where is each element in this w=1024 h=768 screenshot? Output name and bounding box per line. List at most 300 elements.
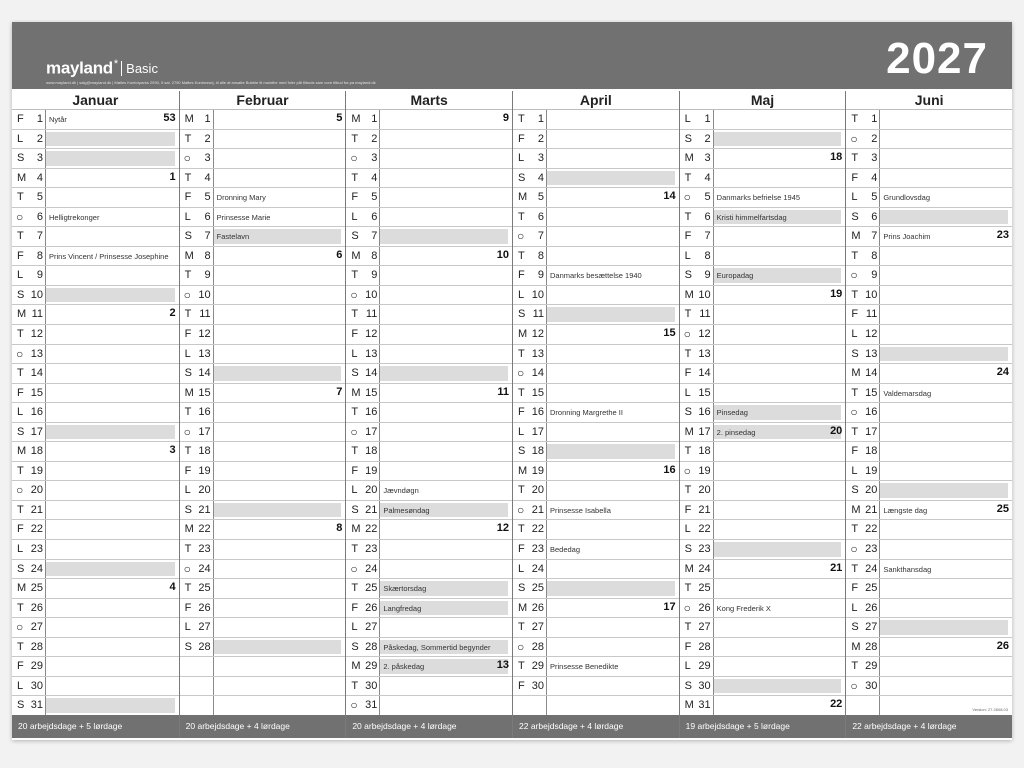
day-number: 27 bbox=[198, 621, 211, 634]
day-number: 3 bbox=[371, 152, 378, 165]
date-divider bbox=[879, 579, 880, 598]
day-number: 22 bbox=[198, 523, 211, 536]
holiday-shading bbox=[214, 503, 342, 518]
weekday-letter: T bbox=[684, 210, 692, 223]
month-column-4 bbox=[679, 91, 846, 738]
date-divider bbox=[45, 657, 46, 676]
day-row bbox=[513, 149, 679, 169]
weekday-letter: F bbox=[518, 679, 525, 692]
day-row bbox=[846, 188, 1012, 208]
weekday-letter: L bbox=[851, 328, 858, 341]
day-row bbox=[346, 149, 512, 169]
day-row bbox=[846, 305, 1012, 325]
day-row bbox=[513, 481, 679, 501]
date-divider bbox=[213, 638, 214, 657]
wall-calendar bbox=[12, 22, 1012, 740]
day-number: 5 bbox=[704, 191, 711, 204]
weekday-letter: F bbox=[518, 543, 525, 556]
date-divider bbox=[546, 364, 547, 383]
day-row bbox=[180, 677, 346, 697]
day-row bbox=[513, 305, 679, 325]
day-row bbox=[846, 520, 1012, 540]
weekday-letter: T bbox=[518, 523, 525, 536]
weekday-letter: T bbox=[184, 171, 192, 184]
day-number: 17 bbox=[865, 425, 878, 438]
day-number: 21 bbox=[30, 503, 43, 516]
weekday-letter: T bbox=[17, 464, 24, 477]
date-divider bbox=[213, 481, 214, 500]
date-divider bbox=[879, 325, 880, 344]
month-name: April bbox=[513, 91, 679, 110]
day-row bbox=[680, 208, 846, 228]
day-row bbox=[180, 149, 346, 169]
day-row bbox=[680, 149, 846, 169]
date-divider bbox=[45, 618, 46, 637]
date-divider bbox=[713, 501, 714, 520]
day-row bbox=[513, 540, 679, 560]
weekday-letter: M bbox=[851, 503, 861, 516]
day-row bbox=[846, 364, 1012, 384]
day-number: 19 bbox=[698, 464, 711, 477]
weekday-letter: T bbox=[518, 347, 525, 360]
date-divider bbox=[713, 345, 714, 364]
weekday-letter: L bbox=[184, 210, 191, 223]
weekday-letter: L bbox=[17, 406, 24, 419]
weekday-letter: F bbox=[351, 601, 359, 614]
day-row bbox=[12, 696, 179, 716]
weekday-letter: T bbox=[684, 621, 692, 634]
day-row bbox=[846, 227, 1012, 247]
weekday-letter: L bbox=[518, 288, 525, 301]
day-number: 15 bbox=[698, 386, 711, 399]
date-divider bbox=[213, 325, 214, 344]
weekday-letter: T bbox=[184, 445, 192, 458]
day-row bbox=[180, 227, 346, 247]
date-divider bbox=[213, 442, 214, 461]
weekday-letter: T bbox=[351, 269, 359, 282]
day-number: 23 bbox=[865, 543, 878, 556]
date-divider bbox=[879, 286, 880, 305]
holiday-shading bbox=[214, 366, 342, 381]
weekday-letter: T bbox=[17, 328, 24, 341]
weekday-letter: L bbox=[17, 543, 24, 556]
month-column-2 bbox=[345, 91, 512, 738]
weekday-letter: T bbox=[17, 367, 24, 380]
weekday-letter: M bbox=[17, 445, 27, 458]
weekday-letter: S bbox=[518, 445, 526, 458]
day-row bbox=[846, 384, 1012, 404]
day-number: 6 bbox=[371, 210, 378, 223]
day-number: 16 bbox=[698, 406, 711, 419]
date-divider bbox=[546, 403, 547, 422]
day-row bbox=[346, 188, 512, 208]
date-divider bbox=[546, 677, 547, 696]
date-divider bbox=[379, 403, 380, 422]
day-number: 12 bbox=[198, 328, 211, 341]
weekday-letter: M bbox=[17, 171, 27, 184]
day-number: 27 bbox=[865, 621, 878, 634]
date-divider bbox=[713, 696, 714, 715]
holiday-shading bbox=[880, 347, 1008, 362]
day-number: 2 bbox=[704, 132, 711, 145]
weekday-letter: ○ bbox=[683, 190, 691, 205]
day-rows bbox=[846, 110, 1012, 716]
holiday-shading bbox=[46, 425, 175, 440]
day-row bbox=[846, 149, 1012, 169]
date-divider bbox=[713, 149, 714, 168]
day-number: 4 bbox=[371, 171, 378, 184]
day-row bbox=[513, 618, 679, 638]
day-row bbox=[846, 208, 1012, 228]
date-divider bbox=[546, 599, 547, 618]
day-row bbox=[180, 266, 346, 286]
day-number: 12 bbox=[365, 328, 378, 341]
weekday-letter: F bbox=[851, 582, 859, 595]
weekday-letter: T bbox=[851, 425, 859, 438]
day-row bbox=[180, 579, 346, 599]
day-number: 5 bbox=[371, 191, 378, 204]
date-divider bbox=[45, 266, 46, 285]
holiday-shading bbox=[880, 210, 1008, 225]
day-number: 19 bbox=[865, 464, 878, 477]
weekday-letter: ○ bbox=[16, 209, 24, 224]
brand-name: mayland bbox=[46, 58, 113, 78]
day-row bbox=[346, 403, 512, 423]
day-number: 5 bbox=[537, 191, 544, 204]
holiday-label: Dronning Mary bbox=[216, 193, 266, 203]
weekday-letter: L bbox=[518, 152, 525, 165]
day-number: 11 bbox=[699, 308, 711, 321]
day-row bbox=[346, 462, 512, 482]
holiday-shading bbox=[547, 581, 675, 596]
week-number: 11 bbox=[497, 385, 509, 398]
date-divider bbox=[213, 227, 214, 246]
date-divider bbox=[546, 130, 547, 149]
weekday-letter: F bbox=[184, 328, 192, 341]
version-code: Version: 27.2608.03 bbox=[972, 707, 1008, 713]
day-row bbox=[513, 345, 679, 365]
weekday-letter: S bbox=[684, 406, 692, 419]
date-divider bbox=[546, 696, 547, 715]
day-row bbox=[846, 247, 1012, 267]
calendar-header bbox=[12, 22, 1012, 89]
holiday-label: Prinsesse Isabella bbox=[550, 505, 611, 515]
day-row bbox=[12, 364, 179, 384]
day-row bbox=[846, 618, 1012, 638]
date-divider bbox=[546, 657, 547, 676]
day-rows bbox=[346, 110, 512, 716]
day-row bbox=[346, 364, 512, 384]
day-number: 4 bbox=[204, 171, 211, 184]
day-number: 11 bbox=[199, 308, 211, 321]
weekday-letter: ○ bbox=[850, 131, 858, 146]
week-number: 7 bbox=[336, 385, 343, 398]
date-divider bbox=[213, 130, 214, 149]
day-number: 8 bbox=[537, 249, 544, 262]
day-row bbox=[346, 540, 512, 560]
day-row bbox=[12, 149, 179, 169]
day-row bbox=[12, 560, 179, 580]
day-rows bbox=[513, 110, 679, 716]
holiday-shading bbox=[547, 171, 675, 186]
day-row bbox=[180, 462, 346, 482]
day-row bbox=[680, 696, 846, 716]
weekday-letter: L bbox=[184, 621, 191, 634]
day-number: 2 bbox=[36, 132, 43, 145]
day-row bbox=[846, 696, 1012, 716]
day-row bbox=[846, 579, 1012, 599]
weekday-letter: T bbox=[851, 386, 859, 399]
weekday-letter: T bbox=[351, 132, 359, 145]
weekday-letter: ○ bbox=[350, 561, 358, 576]
weekday-letter: T bbox=[684, 582, 692, 595]
day-number: 2 bbox=[204, 132, 211, 145]
date-divider bbox=[879, 677, 880, 696]
weekday-letter: M bbox=[851, 367, 861, 380]
weekday-letter: M bbox=[684, 288, 694, 301]
weekday-letter: T bbox=[351, 445, 359, 458]
date-divider bbox=[713, 599, 714, 618]
day-row bbox=[180, 169, 346, 189]
date-divider bbox=[379, 364, 380, 383]
day-row bbox=[846, 286, 1012, 306]
weekday-letter: T bbox=[184, 406, 192, 419]
date-divider bbox=[379, 149, 380, 168]
day-row bbox=[680, 442, 846, 462]
day-number: 14 bbox=[365, 367, 378, 380]
day-row bbox=[680, 169, 846, 189]
date-divider bbox=[713, 442, 714, 461]
weekday-letter: S bbox=[684, 269, 692, 282]
weekday-letter: ○ bbox=[850, 268, 858, 283]
date-divider bbox=[879, 305, 880, 324]
day-row bbox=[846, 169, 1012, 189]
weekday-letter: M bbox=[684, 152, 694, 165]
date-divider bbox=[45, 540, 46, 559]
month-workdays-footer: 20 arbejdsdage + 5 lørdage bbox=[12, 715, 179, 738]
month-name: Marts bbox=[346, 91, 512, 110]
holiday-shading bbox=[880, 620, 1008, 635]
week-number: 20 bbox=[830, 424, 843, 437]
holiday-label: Kristi himmelfartsdag bbox=[716, 212, 787, 222]
date-divider bbox=[379, 481, 380, 500]
day-number: 19 bbox=[198, 464, 211, 477]
month-grid bbox=[12, 91, 1012, 738]
week-number: 10 bbox=[496, 248, 509, 261]
day-number: 28 bbox=[865, 640, 878, 653]
day-number: 21 bbox=[531, 503, 544, 516]
day-number: 22 bbox=[365, 523, 378, 536]
day-number: 14 bbox=[698, 367, 711, 380]
weekday-letter: ○ bbox=[350, 151, 358, 166]
date-divider bbox=[713, 247, 714, 266]
holiday-label: Danmarks besættelse 1940 bbox=[550, 271, 642, 281]
day-row bbox=[513, 462, 679, 482]
weekday-letter: M bbox=[684, 699, 694, 712]
day-number: 7 bbox=[36, 230, 43, 243]
day-number: 16 bbox=[865, 406, 878, 419]
weekday-letter: S bbox=[184, 640, 192, 653]
date-divider bbox=[213, 403, 214, 422]
day-row bbox=[346, 247, 512, 267]
date-divider bbox=[546, 305, 547, 324]
weekday-letter: L bbox=[684, 523, 691, 536]
week-number: 3 bbox=[169, 444, 176, 457]
date-divider bbox=[213, 540, 214, 559]
day-number: 24 bbox=[365, 562, 378, 575]
day-row bbox=[12, 579, 179, 599]
day-number: 16 bbox=[365, 406, 378, 419]
day-number: 7 bbox=[371, 230, 378, 243]
date-divider bbox=[45, 403, 46, 422]
weekday-letter: M bbox=[684, 425, 694, 438]
date-divider bbox=[45, 188, 46, 207]
date-divider bbox=[546, 227, 547, 246]
weekday-letter: T bbox=[351, 543, 359, 556]
day-number: 12 bbox=[531, 328, 544, 341]
weekday-letter: T bbox=[17, 503, 24, 516]
date-divider bbox=[546, 560, 547, 579]
date-divider bbox=[546, 638, 547, 657]
day-number: 26 bbox=[365, 601, 378, 614]
day-row bbox=[846, 130, 1012, 150]
day-row bbox=[180, 599, 346, 619]
date-divider bbox=[713, 286, 714, 305]
day-number: 23 bbox=[198, 543, 211, 556]
day-row bbox=[12, 130, 179, 150]
weekday-letter: L bbox=[17, 679, 24, 692]
weekday-letter: M bbox=[17, 582, 27, 595]
weekday-letter: T bbox=[851, 562, 859, 575]
day-number: 4 bbox=[36, 171, 43, 184]
date-divider bbox=[879, 130, 880, 149]
day-row bbox=[12, 599, 179, 619]
weekday-letter: T bbox=[518, 484, 525, 497]
holiday-label: Danmarks befrielse 1945 bbox=[716, 193, 801, 203]
day-row bbox=[346, 384, 512, 404]
weekday-letter: L bbox=[851, 191, 858, 204]
holiday-label: Helligtrekonger bbox=[49, 212, 100, 222]
weekday-letter: S bbox=[518, 171, 526, 184]
day-number: 25 bbox=[698, 582, 711, 595]
date-divider bbox=[713, 618, 714, 637]
weekday-letter: S bbox=[184, 230, 192, 243]
weekday-letter: S bbox=[851, 621, 859, 634]
day-row bbox=[680, 266, 846, 286]
date-divider bbox=[379, 345, 380, 364]
day-row bbox=[513, 442, 679, 462]
day-row bbox=[346, 677, 512, 697]
day-number: 11 bbox=[31, 308, 43, 321]
date-divider bbox=[713, 462, 714, 481]
day-row bbox=[346, 169, 512, 189]
weekday-letter: L bbox=[17, 132, 24, 145]
day-row bbox=[346, 579, 512, 599]
week-number: 21 bbox=[830, 561, 843, 574]
date-divider bbox=[879, 462, 880, 481]
day-number: 7 bbox=[704, 230, 711, 243]
day-number: 11 bbox=[365, 308, 378, 321]
date-divider bbox=[45, 579, 46, 598]
month-column-3 bbox=[512, 91, 679, 738]
weekday-letter: S bbox=[851, 210, 859, 223]
day-row bbox=[180, 188, 346, 208]
day-number: 28 bbox=[198, 640, 211, 653]
weekday-letter: S bbox=[851, 484, 859, 497]
day-row bbox=[680, 384, 846, 404]
holiday-label: Bededag bbox=[550, 545, 581, 555]
date-divider bbox=[379, 560, 380, 579]
date-divider bbox=[879, 442, 880, 461]
day-number: 18 bbox=[865, 445, 878, 458]
day-row bbox=[180, 305, 346, 325]
date-divider bbox=[379, 188, 380, 207]
date-divider bbox=[213, 560, 214, 579]
weekday-letter: ○ bbox=[683, 600, 691, 615]
holiday-label: Europadag bbox=[716, 271, 754, 281]
weekday-letter: ○ bbox=[850, 542, 858, 557]
weekday-letter: S bbox=[684, 132, 692, 145]
day-row bbox=[846, 462, 1012, 482]
date-divider bbox=[379, 169, 380, 188]
date-divider bbox=[213, 677, 214, 696]
date-divider bbox=[546, 169, 547, 188]
date-divider bbox=[713, 130, 714, 149]
day-row bbox=[680, 540, 846, 560]
day-number: 29 bbox=[30, 660, 43, 673]
day-row bbox=[180, 247, 346, 267]
weekday-letter: S bbox=[684, 679, 692, 692]
date-divider bbox=[45, 384, 46, 403]
date-divider bbox=[546, 462, 547, 481]
week-number: 23 bbox=[996, 229, 1009, 242]
day-number: 4 bbox=[704, 171, 711, 184]
week-number: 8 bbox=[336, 522, 343, 535]
date-divider bbox=[713, 227, 714, 246]
holiday-shading bbox=[547, 444, 675, 459]
day-number: 8 bbox=[36, 249, 43, 262]
day-number: 26 bbox=[30, 601, 43, 614]
date-divider bbox=[713, 208, 714, 227]
holiday-label: Længste dag bbox=[883, 505, 928, 515]
weekday-letter: F bbox=[17, 660, 24, 673]
weekday-letter: ○ bbox=[517, 366, 525, 381]
date-divider bbox=[45, 110, 46, 129]
date-divider bbox=[546, 325, 547, 344]
day-row bbox=[513, 579, 679, 599]
weekday-letter: S bbox=[351, 230, 359, 243]
date-divider bbox=[213, 696, 214, 715]
date-divider bbox=[879, 345, 880, 364]
holiday-label: Pinsedag bbox=[716, 408, 748, 418]
day-row bbox=[346, 560, 512, 580]
day-row bbox=[846, 325, 1012, 345]
date-divider bbox=[879, 696, 880, 715]
weekday-letter: T bbox=[518, 113, 525, 125]
date-divider bbox=[45, 325, 46, 344]
holiday-shading bbox=[214, 640, 342, 655]
date-divider bbox=[45, 560, 46, 579]
date-divider bbox=[213, 188, 214, 207]
weekday-letter: T bbox=[518, 660, 525, 673]
day-number: 30 bbox=[865, 679, 878, 692]
day-number: 15 bbox=[865, 386, 878, 399]
day-row bbox=[180, 110, 346, 130]
month-column-1 bbox=[179, 91, 346, 738]
day-number: 28 bbox=[365, 640, 378, 653]
date-divider bbox=[546, 423, 547, 442]
day-row bbox=[180, 364, 346, 384]
